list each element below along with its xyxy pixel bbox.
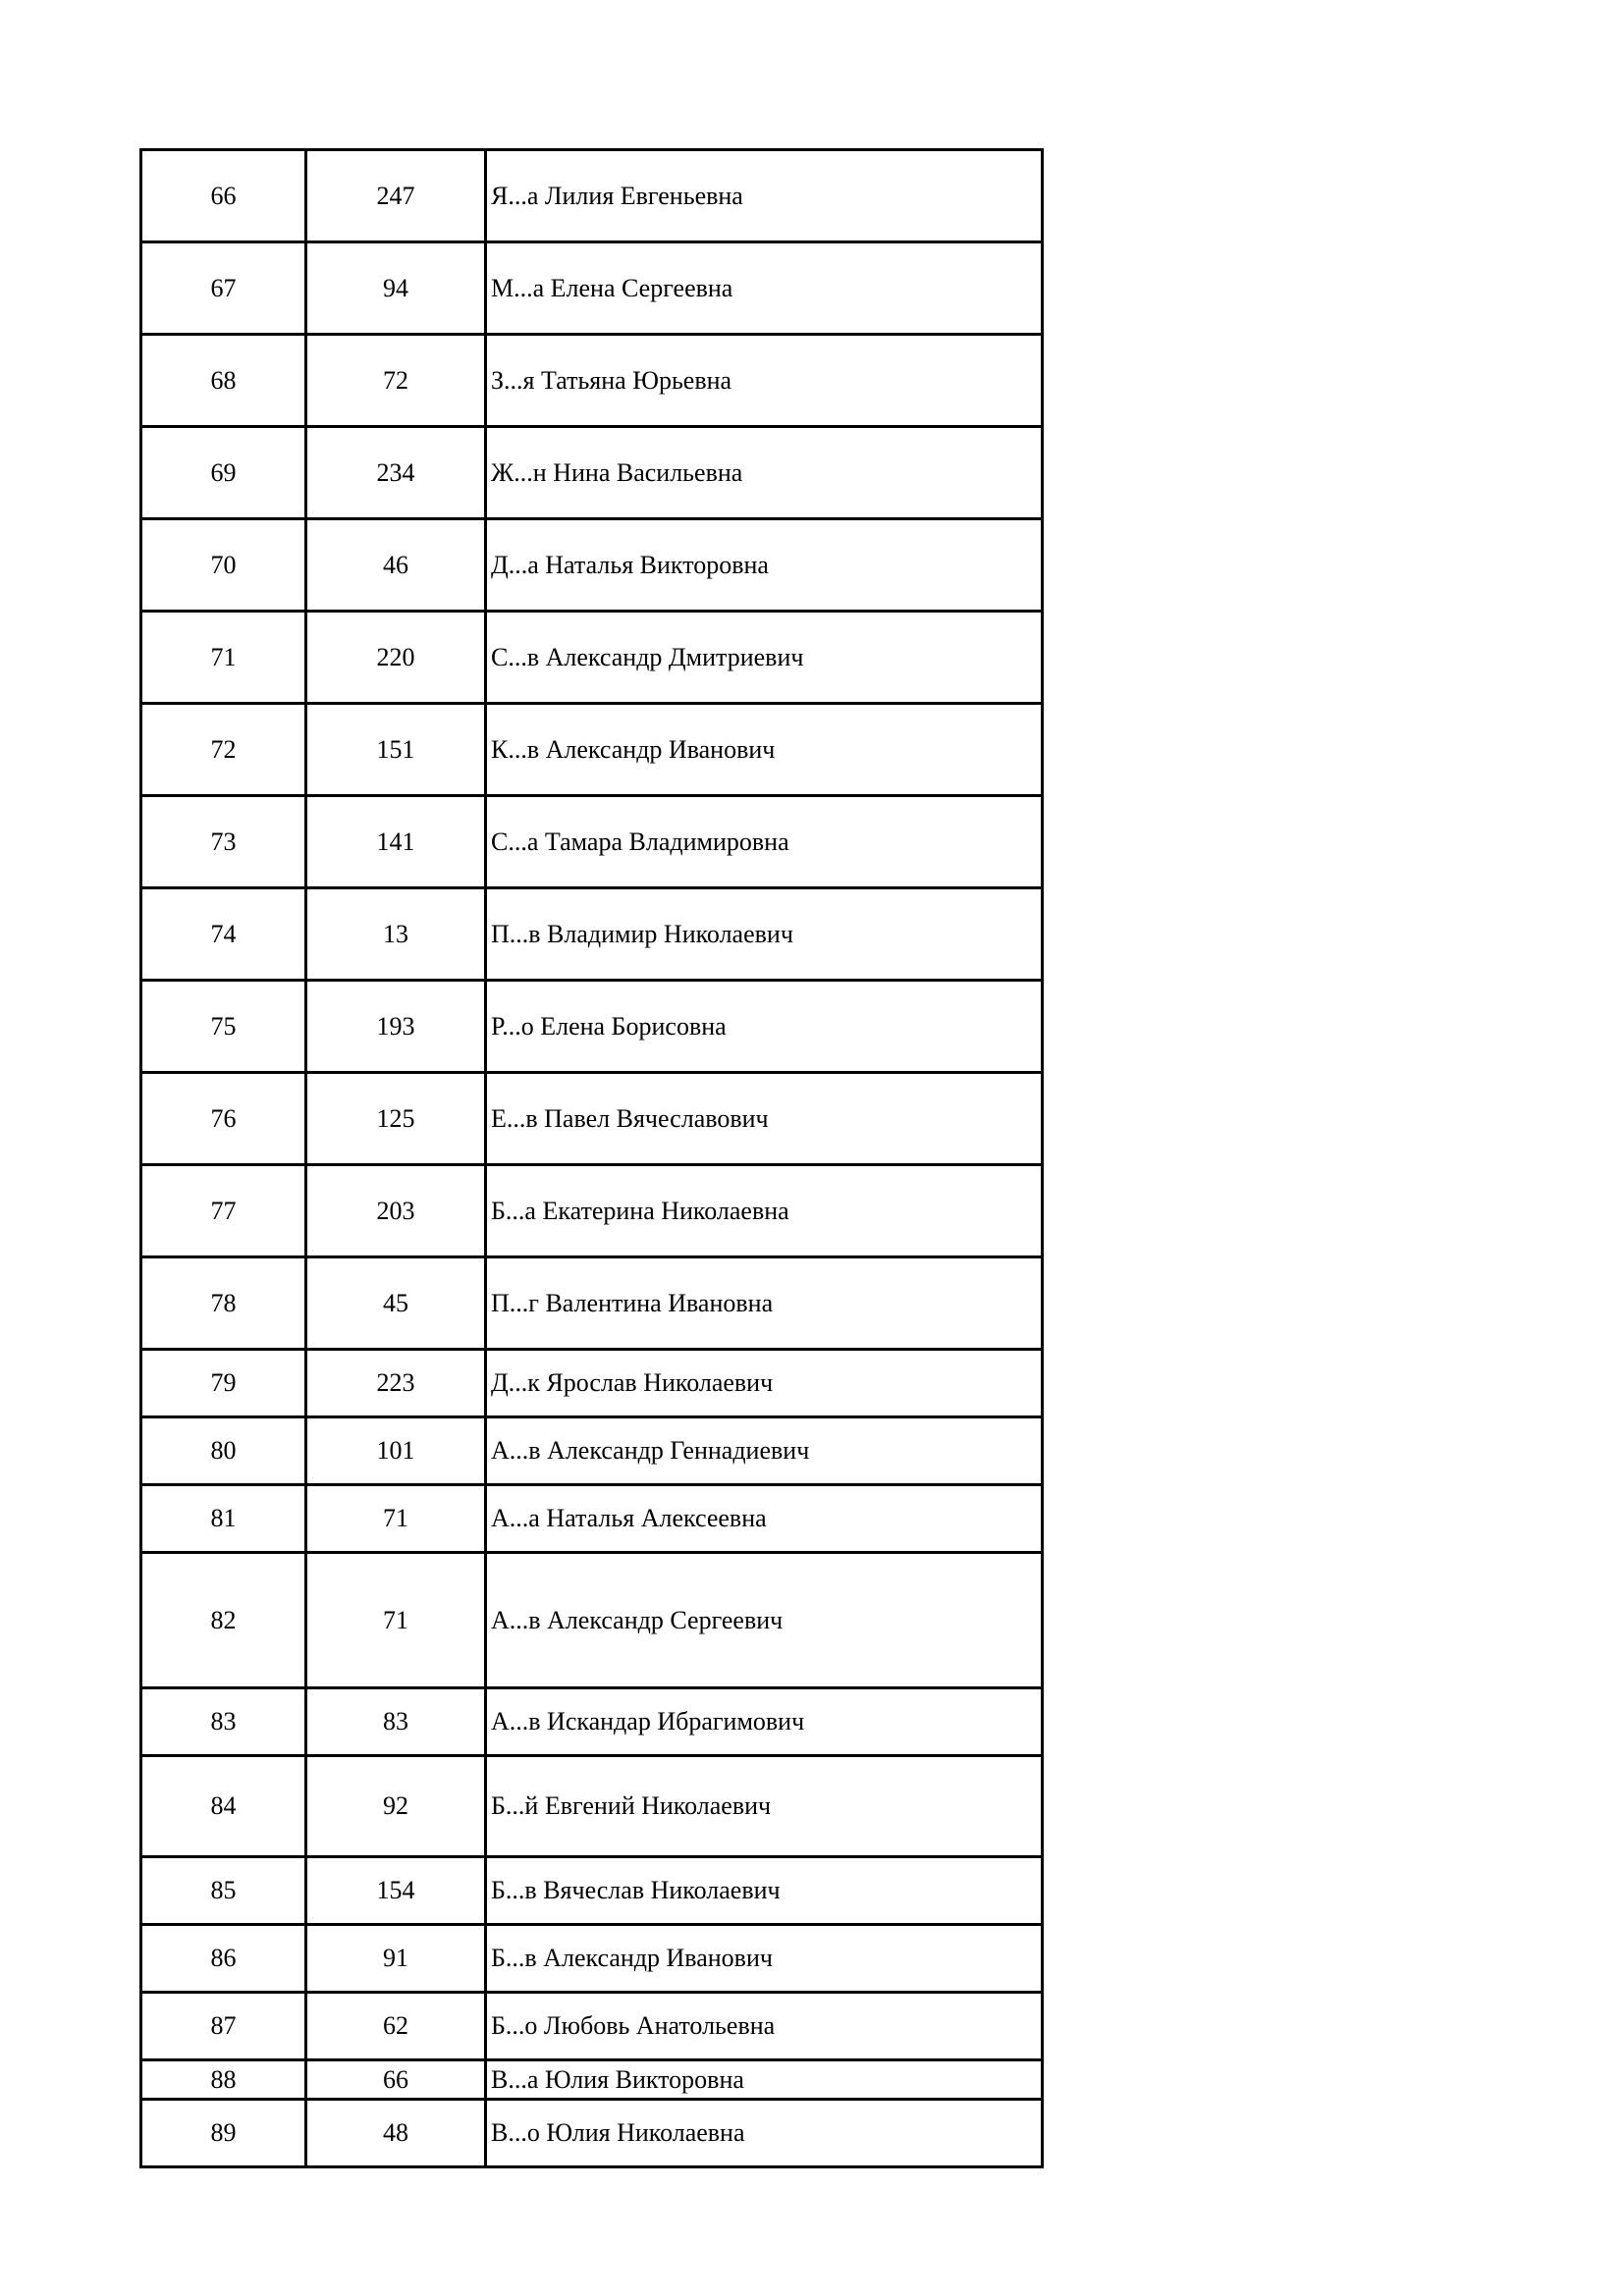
- table-body: [141, 150, 1043, 2167]
- name-cell: Я...а Лилия Евгеньевна: [486, 150, 1043, 242]
- code-cell: 72: [306, 335, 486, 427]
- table-row: [141, 1925, 1043, 1993]
- row-number-cell: 73: [141, 796, 306, 888]
- row-number-cell: 72: [141, 704, 306, 796]
- row-number-cell: 88: [141, 2060, 306, 2100]
- table-row: [141, 1688, 1043, 1756]
- code-cell: 13: [306, 888, 486, 981]
- row-number-cell: 77: [141, 1165, 306, 1257]
- name-cell: С...в Александр Дмитриевич: [486, 612, 1043, 704]
- name-cell: А...в Александр Сергеевич: [486, 1553, 1043, 1688]
- code-cell: 71: [306, 1485, 486, 1553]
- name-cell: Б...а Екатерина Николаевна: [486, 1165, 1043, 1257]
- table-row: [141, 704, 1043, 796]
- name-cell: Б...о Любовь Анатольевна: [486, 1993, 1043, 2060]
- code-cell: 141: [306, 796, 486, 888]
- row-number-cell: 84: [141, 1756, 306, 1857]
- table-row: [141, 1993, 1043, 2060]
- code-cell: 220: [306, 612, 486, 704]
- code-cell: 193: [306, 981, 486, 1073]
- table-row: [141, 1857, 1043, 1925]
- table-row: [141, 519, 1043, 612]
- table-row: [141, 796, 1043, 888]
- row-number-cell: 74: [141, 888, 306, 981]
- name-cell: Ж...н Нина Васильевна: [486, 427, 1043, 519]
- row-number-cell: 78: [141, 1257, 306, 1350]
- row-number-cell: 89: [141, 2100, 306, 2167]
- code-cell: 154: [306, 1857, 486, 1925]
- table-row: [141, 2060, 1043, 2100]
- name-cell: Е...в Павел Вячеславович: [486, 1073, 1043, 1165]
- name-cell: А...в Александр Геннадиевич: [486, 1417, 1043, 1485]
- code-cell: 92: [306, 1756, 486, 1857]
- code-cell: 151: [306, 704, 486, 796]
- name-cell: С...а Тамара Владимировна: [486, 796, 1043, 888]
- table-row: [141, 150, 1043, 242]
- name-cell: В...а Юлия Викторовна: [486, 2060, 1043, 2100]
- table-row: [141, 427, 1043, 519]
- code-cell: 62: [306, 1993, 486, 2060]
- name-cell: Д...к Ярослав Николаевич: [486, 1350, 1043, 1417]
- name-cell: Б...в Вячеслав Николаевич: [486, 1857, 1043, 1925]
- row-number-cell: 71: [141, 612, 306, 704]
- code-cell: 203: [306, 1165, 486, 1257]
- table-row: [141, 2100, 1043, 2167]
- name-cell: В...о Юлия Николаевна: [486, 2100, 1043, 2167]
- row-number-cell: 86: [141, 1925, 306, 1993]
- name-cell: М...а Елена Сергеевна: [486, 242, 1043, 335]
- table-row: [141, 1756, 1043, 1857]
- row-number-cell: 68: [141, 335, 306, 427]
- table-row: [141, 612, 1043, 704]
- row-number-cell: 79: [141, 1350, 306, 1417]
- table-row: [141, 1417, 1043, 1485]
- row-number-cell: 87: [141, 1993, 306, 2060]
- row-number-cell: 69: [141, 427, 306, 519]
- row-number-cell: 76: [141, 1073, 306, 1165]
- code-cell: 91: [306, 1925, 486, 1993]
- table-row: [141, 1485, 1043, 1553]
- row-number-cell: 70: [141, 519, 306, 612]
- row-number-cell: 66: [141, 150, 306, 242]
- row-number-cell: 85: [141, 1857, 306, 1925]
- name-cell: А...а Наталья Алексеевна: [486, 1485, 1043, 1553]
- code-cell: 125: [306, 1073, 486, 1165]
- code-cell: 46: [306, 519, 486, 612]
- code-cell: 83: [306, 1688, 486, 1756]
- name-cell: Б...в Александр Иванович: [486, 1925, 1043, 1993]
- code-cell: 247: [306, 150, 486, 242]
- table-row: [141, 242, 1043, 335]
- row-number-cell: 83: [141, 1688, 306, 1756]
- code-cell: 45: [306, 1257, 486, 1350]
- name-cell: Б...й Евгений Николаевич: [486, 1756, 1043, 1857]
- code-cell: 101: [306, 1417, 486, 1485]
- code-cell: 48: [306, 2100, 486, 2167]
- row-number-cell: 67: [141, 242, 306, 335]
- table-row: [141, 1350, 1043, 1417]
- name-cell: П...г Валентина Ивановна: [486, 1257, 1043, 1350]
- code-cell: 66: [306, 2060, 486, 2100]
- name-cell: А...в Искандар Ибрагимович: [486, 1688, 1043, 1756]
- table-row: [141, 1553, 1043, 1688]
- table-row: [141, 1257, 1043, 1350]
- code-cell: 71: [306, 1553, 486, 1688]
- table-row: [141, 981, 1043, 1073]
- row-number-cell: 75: [141, 981, 306, 1073]
- name-cell: П...в Владимир Николаевич: [486, 888, 1043, 981]
- name-cell: К...в Александр Иванович: [486, 704, 1043, 796]
- table-row: [141, 888, 1043, 981]
- table-row: [141, 335, 1043, 427]
- code-cell: 234: [306, 427, 486, 519]
- participants-table: [139, 148, 1044, 2168]
- code-cell: 94: [306, 242, 486, 335]
- name-cell: Д...а Наталья Викторовна: [486, 519, 1043, 612]
- table-row: [141, 1165, 1043, 1257]
- name-cell: З...я Татьяна Юрьевна: [486, 335, 1043, 427]
- name-cell: Р...о Елена Борисовна: [486, 981, 1043, 1073]
- table-row: [141, 1073, 1043, 1165]
- code-cell: 223: [306, 1350, 486, 1417]
- row-number-cell: 81: [141, 1485, 306, 1553]
- row-number-cell: 82: [141, 1553, 306, 1688]
- row-number-cell: 80: [141, 1417, 306, 1485]
